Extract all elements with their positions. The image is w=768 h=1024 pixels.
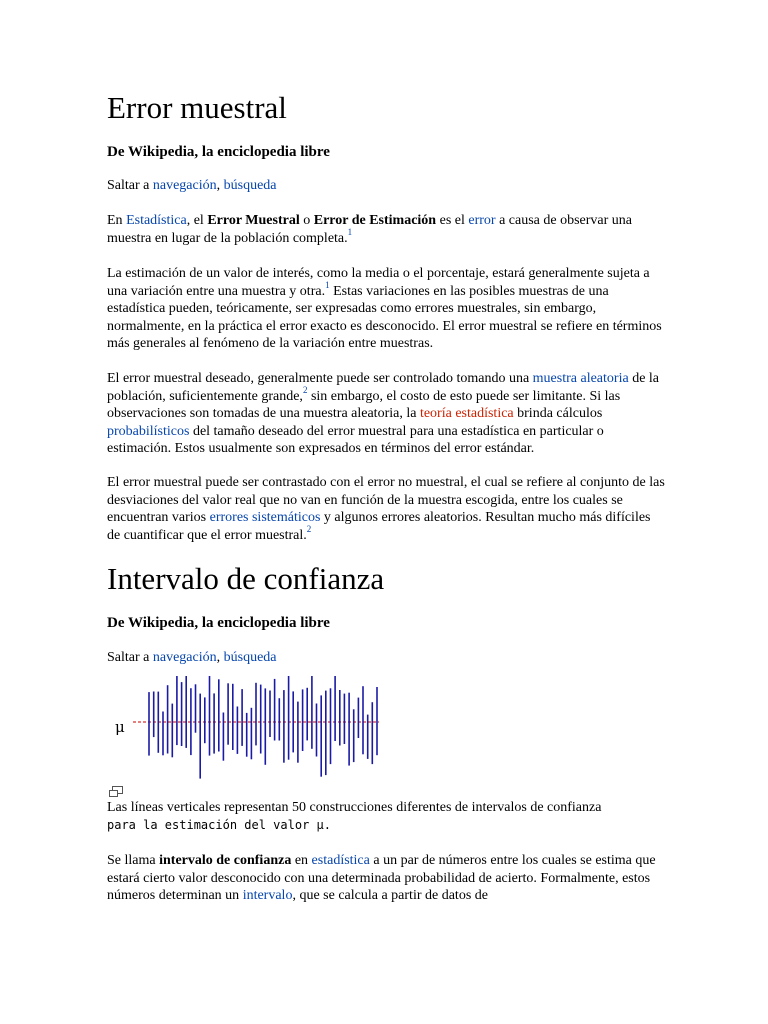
reference-link[interactable]: 1 bbox=[325, 279, 330, 290]
text: o bbox=[299, 213, 314, 228]
link-teoria-estadistica[interactable]: teoría estadística bbox=[419, 406, 514, 422]
text: a causa de observar una muestra en lugar de la población completa. bbox=[107, 213, 633, 246]
mu-label: μ bbox=[115, 718, 125, 736]
link-estadistica[interactable]: Estadística bbox=[126, 213, 187, 228]
caption-line: Las líneas verticales representan 50 construcciones diferentes de intervalos de confianza bbox=[107, 800, 602, 815]
article-title: Error muestral bbox=[107, 90, 287, 125]
enlarge-icon[interactable] bbox=[108, 786, 124, 798]
jump-search-link[interactable]: búsqueda bbox=[223, 178, 277, 193]
text: en bbox=[291, 853, 312, 868]
text: del tamaño deseado del error muestral para una estadística en particular o estimación. Estos usualmente son expresados en términos del error estándar. bbox=[107, 423, 604, 457]
article-subtitle: De Wikipedia, la enciclopedia libre bbox=[107, 144, 330, 160]
caption-line: para la estimación del valor μ. bbox=[107, 817, 331, 832]
text: El error muestral deseado, generalmente puede ser controlado tomando una bbox=[107, 371, 533, 386]
jump-separator: , bbox=[216, 650, 224, 665]
text: brinda cálculos bbox=[513, 406, 603, 422]
confidence-interval-figure[interactable] bbox=[107, 674, 397, 784]
jump-links bbox=[107, 649, 277, 667]
paragraph-definition bbox=[107, 212, 667, 247]
term-error-estimacion: Error de Estimación bbox=[313, 213, 437, 228]
text: En bbox=[107, 213, 127, 228]
link-estadistica[interactable]: estadística bbox=[311, 853, 370, 868]
reference-link[interactable]: 2 bbox=[306, 524, 312, 535]
jump-navigation-link[interactable]: navegación bbox=[152, 650, 217, 665]
link-probabilisticos[interactable]: probabilísticos bbox=[107, 423, 190, 439]
term-error-muestral: Error Muestral bbox=[207, 213, 300, 228]
text: El error muestral puede ser contrastado con el error no muestral, el cual se refiere al conjunto de las desviaciones del valor real que no van en función de la muestra escogida, entre los cuales se encuentran varios bbox=[107, 475, 665, 526]
link-intervalo[interactable]: intervalo bbox=[242, 888, 293, 904]
article-subtitle: De Wikipedia, la enciclopedia libre bbox=[107, 615, 330, 631]
text: y algunos errores aleatorios. Resultan mucho más difíciles de cuantificar que el error muestral. bbox=[107, 510, 651, 543]
term-intervalo-confianza: intervalo de confianza bbox=[159, 853, 292, 868]
text: , que se calcula a partir de datos de bbox=[292, 888, 488, 904]
paragraph-estimation bbox=[107, 265, 667, 353]
link-errores-sistematicos[interactable]: errores sistemáticos bbox=[209, 510, 321, 526]
reference-link[interactable]: 1 bbox=[347, 226, 353, 237]
reference-link[interactable]: 2 bbox=[302, 384, 308, 395]
figure-caption bbox=[107, 799, 667, 834]
paragraph-control bbox=[107, 370, 667, 458]
jump-prefix: Saltar a bbox=[107, 650, 153, 665]
article-title: Intervalo de confianza bbox=[107, 561, 385, 596]
link-error[interactable]: error bbox=[468, 213, 496, 228]
text: sin embargo, el costo de esto puede ser limitante. Si las observaciones son tomadas de una muestra aleatoria, la bbox=[107, 388, 621, 422]
jump-prefix: Saltar a bbox=[107, 178, 153, 193]
jump-search-link[interactable]: búsqueda bbox=[223, 650, 277, 665]
text: es el bbox=[436, 213, 469, 228]
text: , el bbox=[186, 213, 208, 228]
text: La estimación de un valor de interés, como la media o el porcentaje, estará generalmente sujeta a una variación entre una muestra y otra. bbox=[107, 266, 650, 299]
jump-separator: , bbox=[216, 178, 224, 193]
text: Se llama bbox=[107, 853, 160, 868]
confidence-interval-plot bbox=[107, 674, 397, 784]
text: de la población, suficientemente grande, bbox=[107, 371, 660, 404]
paragraph-definition bbox=[107, 852, 667, 905]
paragraph-no-muestral bbox=[107, 474, 667, 544]
text: Estas variaciones en las posibles muestras de una estadística pueden, teóricamente, ser expresadas como errores muestrales, sin embargo, normalmente, en la práctica el error exacto es desconocido. El error muestral se refiere en términos más generales al fenómeno de la variación entre muestras. bbox=[107, 283, 662, 352]
text: a un par de números entre los cuales se estima que estará cierto valor desconocido con una determinada probabilidad de acierto. Formalmente, estos números determinan un bbox=[107, 853, 656, 904]
jump-navigation-link[interactable]: navegación bbox=[152, 178, 217, 193]
jump-links bbox=[107, 177, 277, 195]
link-muestra-aleatoria[interactable]: muestra aleatoria bbox=[532, 371, 629, 386]
interval-lines bbox=[149, 676, 377, 779]
